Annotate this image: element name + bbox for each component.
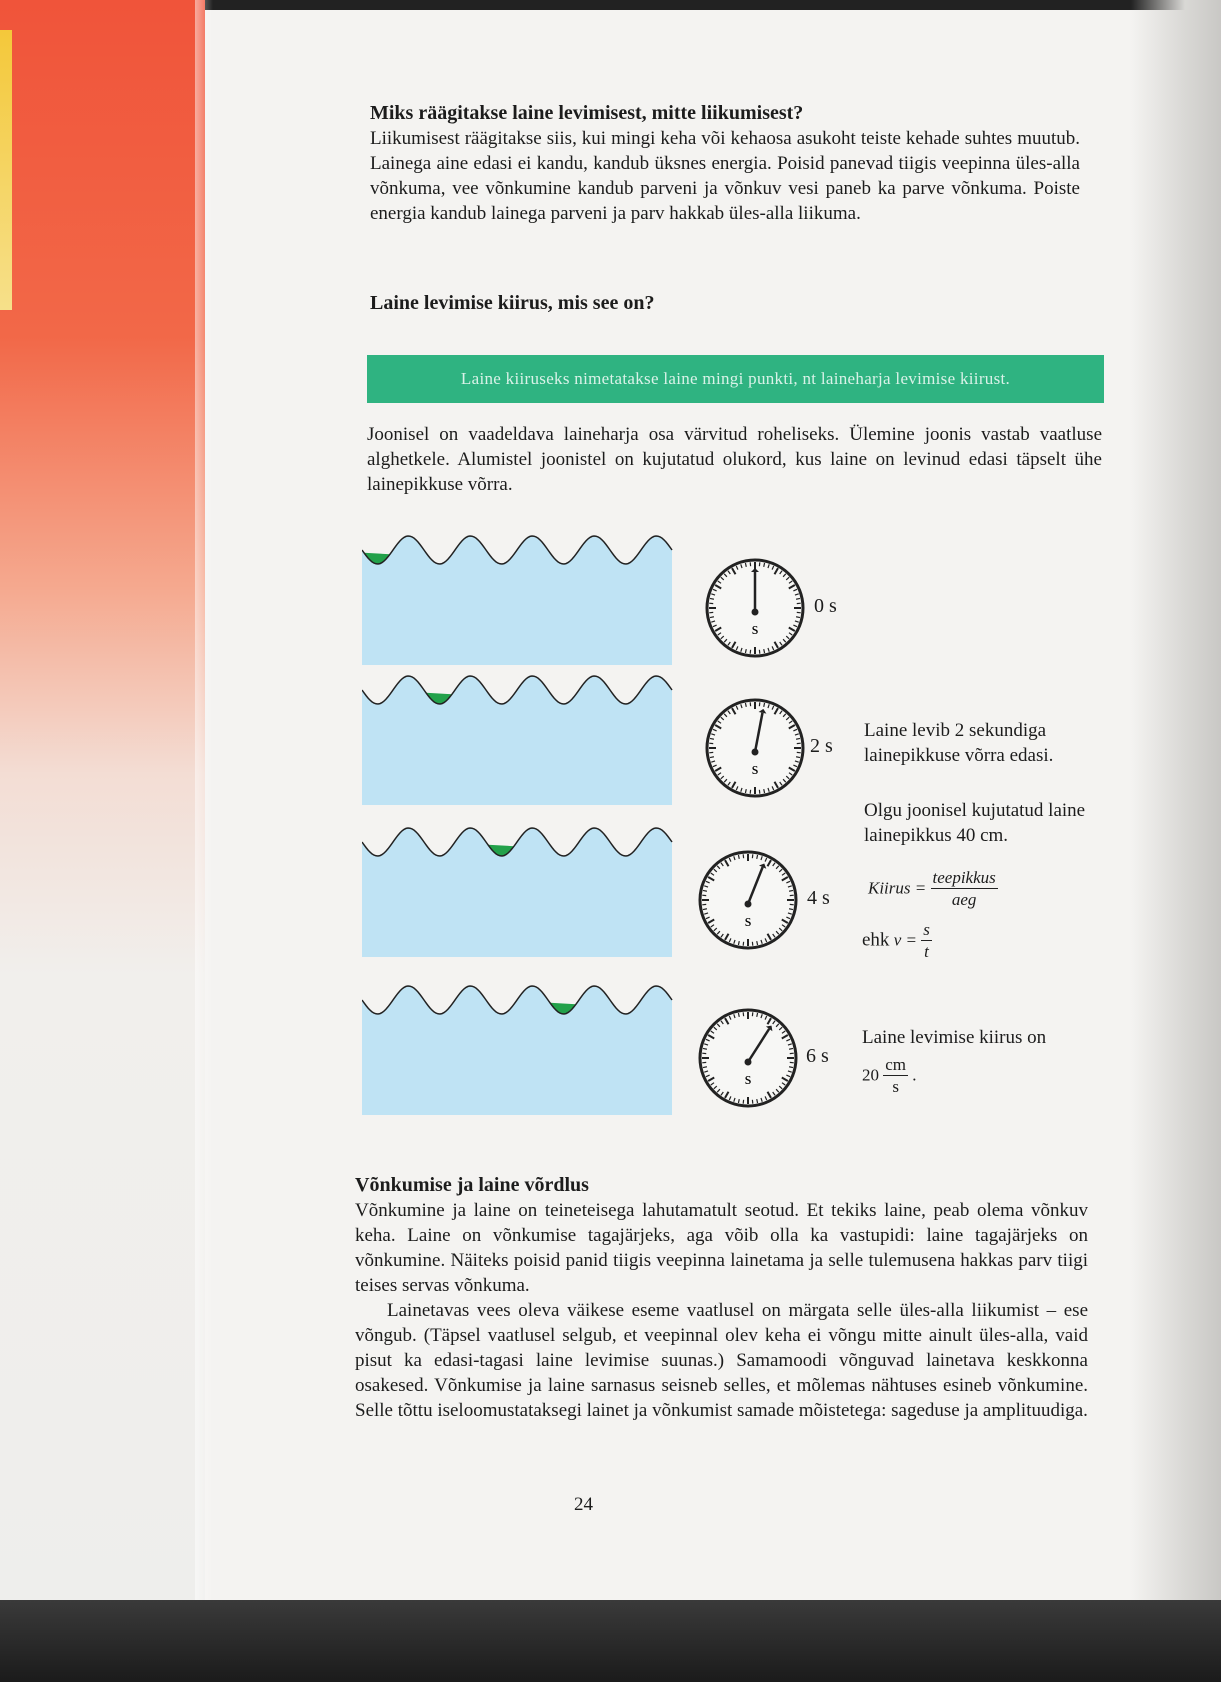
stopwatch-icon — [690, 842, 806, 958]
result-unit — [883, 1055, 908, 1098]
page-number: 24 — [574, 1494, 593, 1515]
note-wave-speed: Laine levib 2 sekundiga lainepikkuse võrra edasi. — [864, 720, 1054, 766]
section-levimine — [370, 100, 1080, 226]
water-area — [362, 536, 672, 665]
stopwatch-icon — [697, 690, 813, 806]
formula-ehk: ehk — [862, 929, 890, 951]
section-body: Liikumisest räägitakse siis, kui mingi keha või kehaosa asukoht teiste kehade suhtes muutub. Lainega aine edasi ei kandu, kandub üksnes energia. Poisid panevad tiigis veepinna üles-alla võnkuma, vee võnkumine kandub parveni ja võnkuv vesi paneb ka parve võnkuma. Poiste energia kandub lainega parveni ja parv hakkab üles-alla liikuma. — [370, 128, 1080, 224]
stopwatch-letter: s — [744, 911, 752, 930]
formula-fraction — [931, 868, 998, 911]
note-wavelength: Olgu joonisel kujutatud laine lainepikkus 40 cm. — [864, 800, 1086, 846]
section-kiirus-heading — [370, 290, 1090, 316]
result-period: . — [912, 1065, 917, 1085]
section-heading: Laine levimise kiirus, mis see on? — [370, 292, 655, 314]
stopwatch-icon — [697, 550, 813, 666]
wave-frame-3 — [362, 980, 682, 1120]
formula-numerator: teepikkus — [932, 868, 996, 887]
scan-bottom-edge — [0, 1600, 1221, 1682]
speed-formula-short — [862, 920, 932, 963]
formula-v-fraction — [921, 920, 932, 963]
wave-frame-1 — [362, 670, 682, 810]
formula-v-denominator: t — [924, 942, 929, 961]
result-unit-den: s — [892, 1077, 899, 1096]
stopwatch-icon — [690, 1000, 806, 1116]
wave-frame-0 — [362, 530, 682, 670]
section-heading: Miks räägitakse laine levimisest, mitte liikumisest? — [370, 102, 804, 124]
section-paragraph-1: Võnkumine ja laine on teineteisega lahutamatult seotud. Et tekiks laine, peab olema võnkuv keha. Laine on võnkumise tagajärjeks, aga võib olla ka vastupidi: laine tagajärjeks on võnkumine. Näiteks poisid panid tiigis veepinna lainetama ja selle tulemusena hakkas parv tiigi teises servas võnkuma. — [355, 1200, 1088, 1296]
stopwatch-letter: s — [751, 619, 759, 638]
formula-v-numerator: s — [923, 920, 930, 939]
time-label: 0 s — [814, 595, 837, 617]
section-paragraph-2: Lainetavas vees oleva väikese eseme vaatlusel on märgata selle üles-alla liikumist – ese võngub. (Täpsel vaatlusel selgub, et veepinnal olev keha ei võngu mitte ainult üles-alla, vaid pisut ka edasi-tagasi laine levimise suunas.) Samamoodi võnguvad lainetava keskkonna osakesed. Võnkumise ja laine sarnasus seisneb selles, et mõlemas nähtuses esineb võnkumine. Selle tõttu iseloomustataksegi lainet ja võnkumist samade mõistetega: sageduse ja amplituudiga. — [355, 1300, 1088, 1421]
book-spine-gradient — [0, 0, 205, 1682]
page-curl-shade — [1131, 0, 1221, 1682]
water-area — [362, 828, 672, 957]
section-vordlus — [355, 1172, 1088, 1423]
water-area — [362, 676, 672, 805]
result-unit-num: cm — [885, 1055, 907, 1074]
result-value — [862, 1055, 917, 1098]
definition-box: Laine kiiruseks nimetatakse laine mingi punkti, nt laineharja levimise kiirust. — [367, 355, 1104, 403]
book-spine-edge — [0, 30, 12, 310]
wave-frame-2 — [362, 822, 682, 962]
water-area — [362, 986, 672, 1115]
formula-denominator: aeg — [951, 890, 977, 909]
speed-formula — [868, 868, 998, 911]
formula-v-lhs: v = — [893, 930, 917, 950]
result-text: Laine levimise kiirus on — [862, 1027, 1047, 1048]
time-label: 2 s — [810, 735, 833, 757]
section-heading: Võnkumise ja laine võrdlus — [355, 1174, 589, 1196]
figure-description-text: Joonisel on vaadeldava laineharja osa värvitud roheliseks. Ülemine joonis vastab vaatluse alghetkele. Alumistel joonistel on kujutatud olukord, kus laine on levinud edasi täpselt ühe lainepikkuse võrra. — [367, 424, 1102, 495]
time-label: 4 s — [807, 887, 830, 909]
spine-shade — [195, 0, 213, 1682]
time-label: 6 s — [806, 1045, 829, 1067]
stopwatch-letter: s — [744, 1069, 752, 1088]
result-number: 20 — [862, 1065, 879, 1085]
stopwatch-letter: s — [751, 759, 759, 778]
figure-description — [367, 422, 1102, 497]
formula-lhs: Kiirus = — [868, 878, 927, 898]
